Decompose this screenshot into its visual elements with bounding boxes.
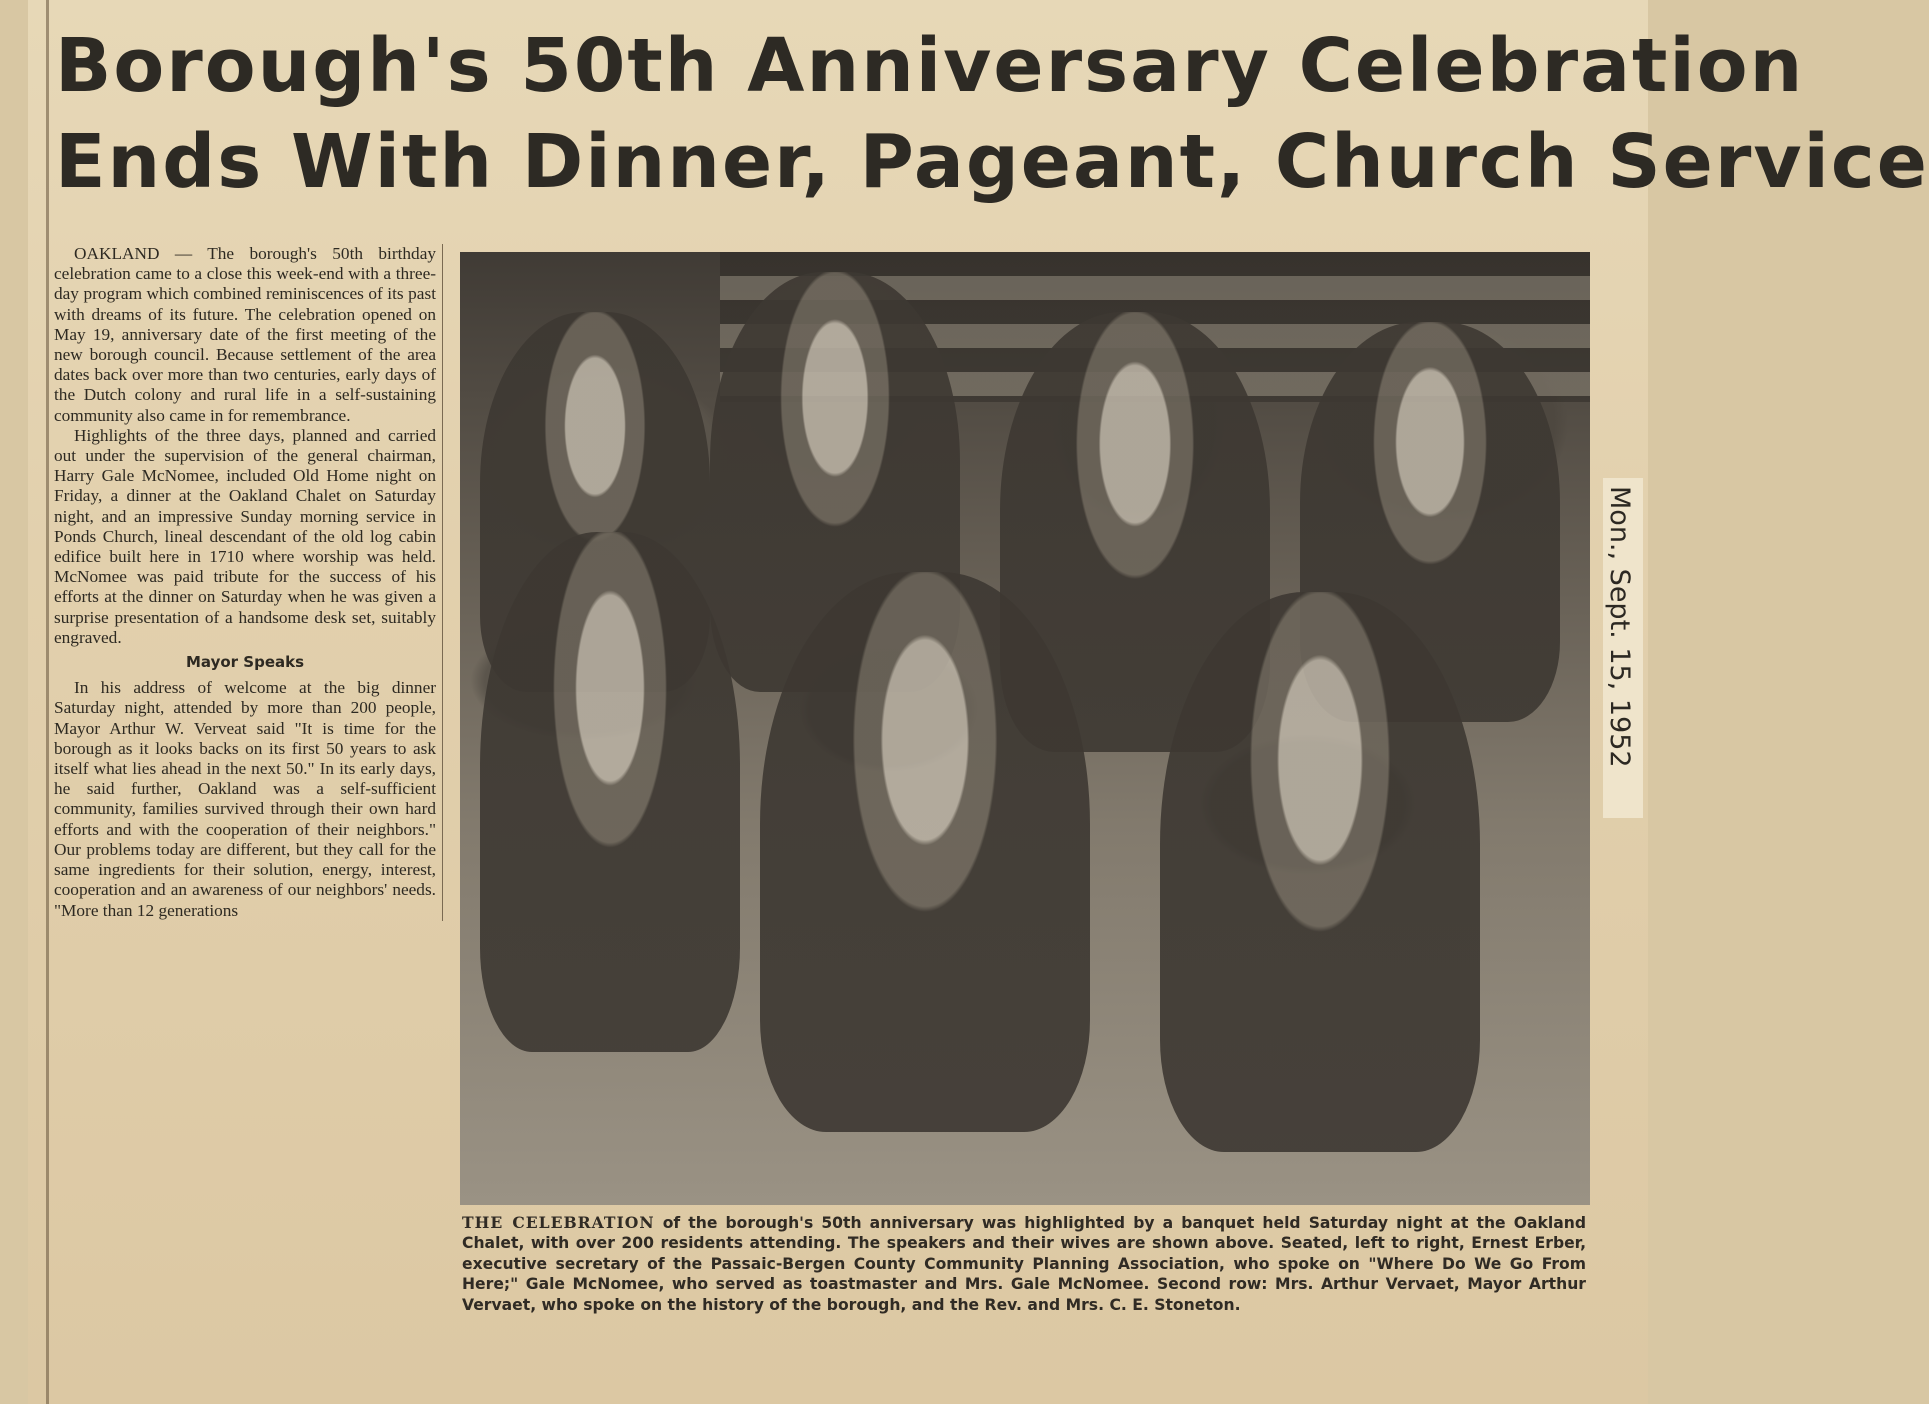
person-seated-2 [760, 572, 1090, 1132]
article-paragraph-1: OAKLAND — The borough's 50th birthday celebration came to a close this week-end with a three-day program which combined reminiscences of its past with dreams of its future. The celebration opened on May 19, anniversary date of the first meeting of the new borough council. Because settlement of the area dates back over more than two centuries, early days of the Dutch colony and rural life in a self-sustaining community also came in for remembrance. [54, 244, 436, 425]
caption-lead: THE CELEBRATION [462, 1213, 655, 1232]
person-seated-3 [1160, 592, 1480, 1152]
article-paragraph-3: In his address of welcome at the big dinner Saturday night, attended by more than 200 people, Mayor Arthur W. Verveat said "It is time for the borough as it looks backs on its first 50 years to ask itself what lies ahead in the next 50." In its early days, he said further, Oakland was a self-sufficient community, families survived through their own hard efforts and with the cooperation of their neighbors." Our problems today are different, but they call for the same ingredients for their solution, energy, interest, cooperation and an awareness of our neighbors' needs. "More than 12 generations [54, 678, 436, 920]
group-photo [460, 252, 1590, 1205]
article-column [54, 244, 443, 921]
headline-line-1: Borough's 50th Anniversary Celebration [55, 23, 1805, 109]
headline-line-2: Ends With Dinner, Pageant, Church Service [55, 119, 1929, 205]
dateline-label [1603, 478, 1643, 818]
article-subhead: Mayor Speaks [185, 653, 305, 672]
person-seated-1 [480, 532, 740, 1052]
column-rule [46, 0, 49, 1404]
headline [55, 18, 1929, 210]
caption-text: of the borough's 50th anniversary was highlighted by a banquet held Saturday night at the Oakland Chalet, with over 200 residents attending. The speakers and their wives are shown above. Seated, left to right, Ernest Erber, executive secretary of the Passaic-Bergen County Community Planning Association, who spoke on "Where Do We Go From Here;" Gale McNomee, who served as toastmaster and Mrs. Gale McNomee. Second row: Mrs. Arthur Vervaet, Mayor Arthur Vervaet, who spoke on the history of the borough, and the Rev. and Mrs. C. E. Stoneton. [462, 1214, 1586, 1314]
photo-caption [462, 1213, 1586, 1315]
article-paragraph-2: Highlights of the three days, planned and carried out under the supervision of the general chairman, Harry Gale McNomee, included Old Home night on Friday, a dinner at the Oakland Chalet on Saturday night, and an impressive Sunday morning service in Ponds Church, lineal descendant of the old log cabin edifice built here in 1710 where worship was held. McNomee was paid tribute for the success of his efforts at the dinner on Saturday when he was given a surprise presentation of a handsome desk set, suitably engraved. [54, 425, 436, 647]
dateline-text: Mon., Sept. 15, 1952 [1604, 486, 1635, 768]
